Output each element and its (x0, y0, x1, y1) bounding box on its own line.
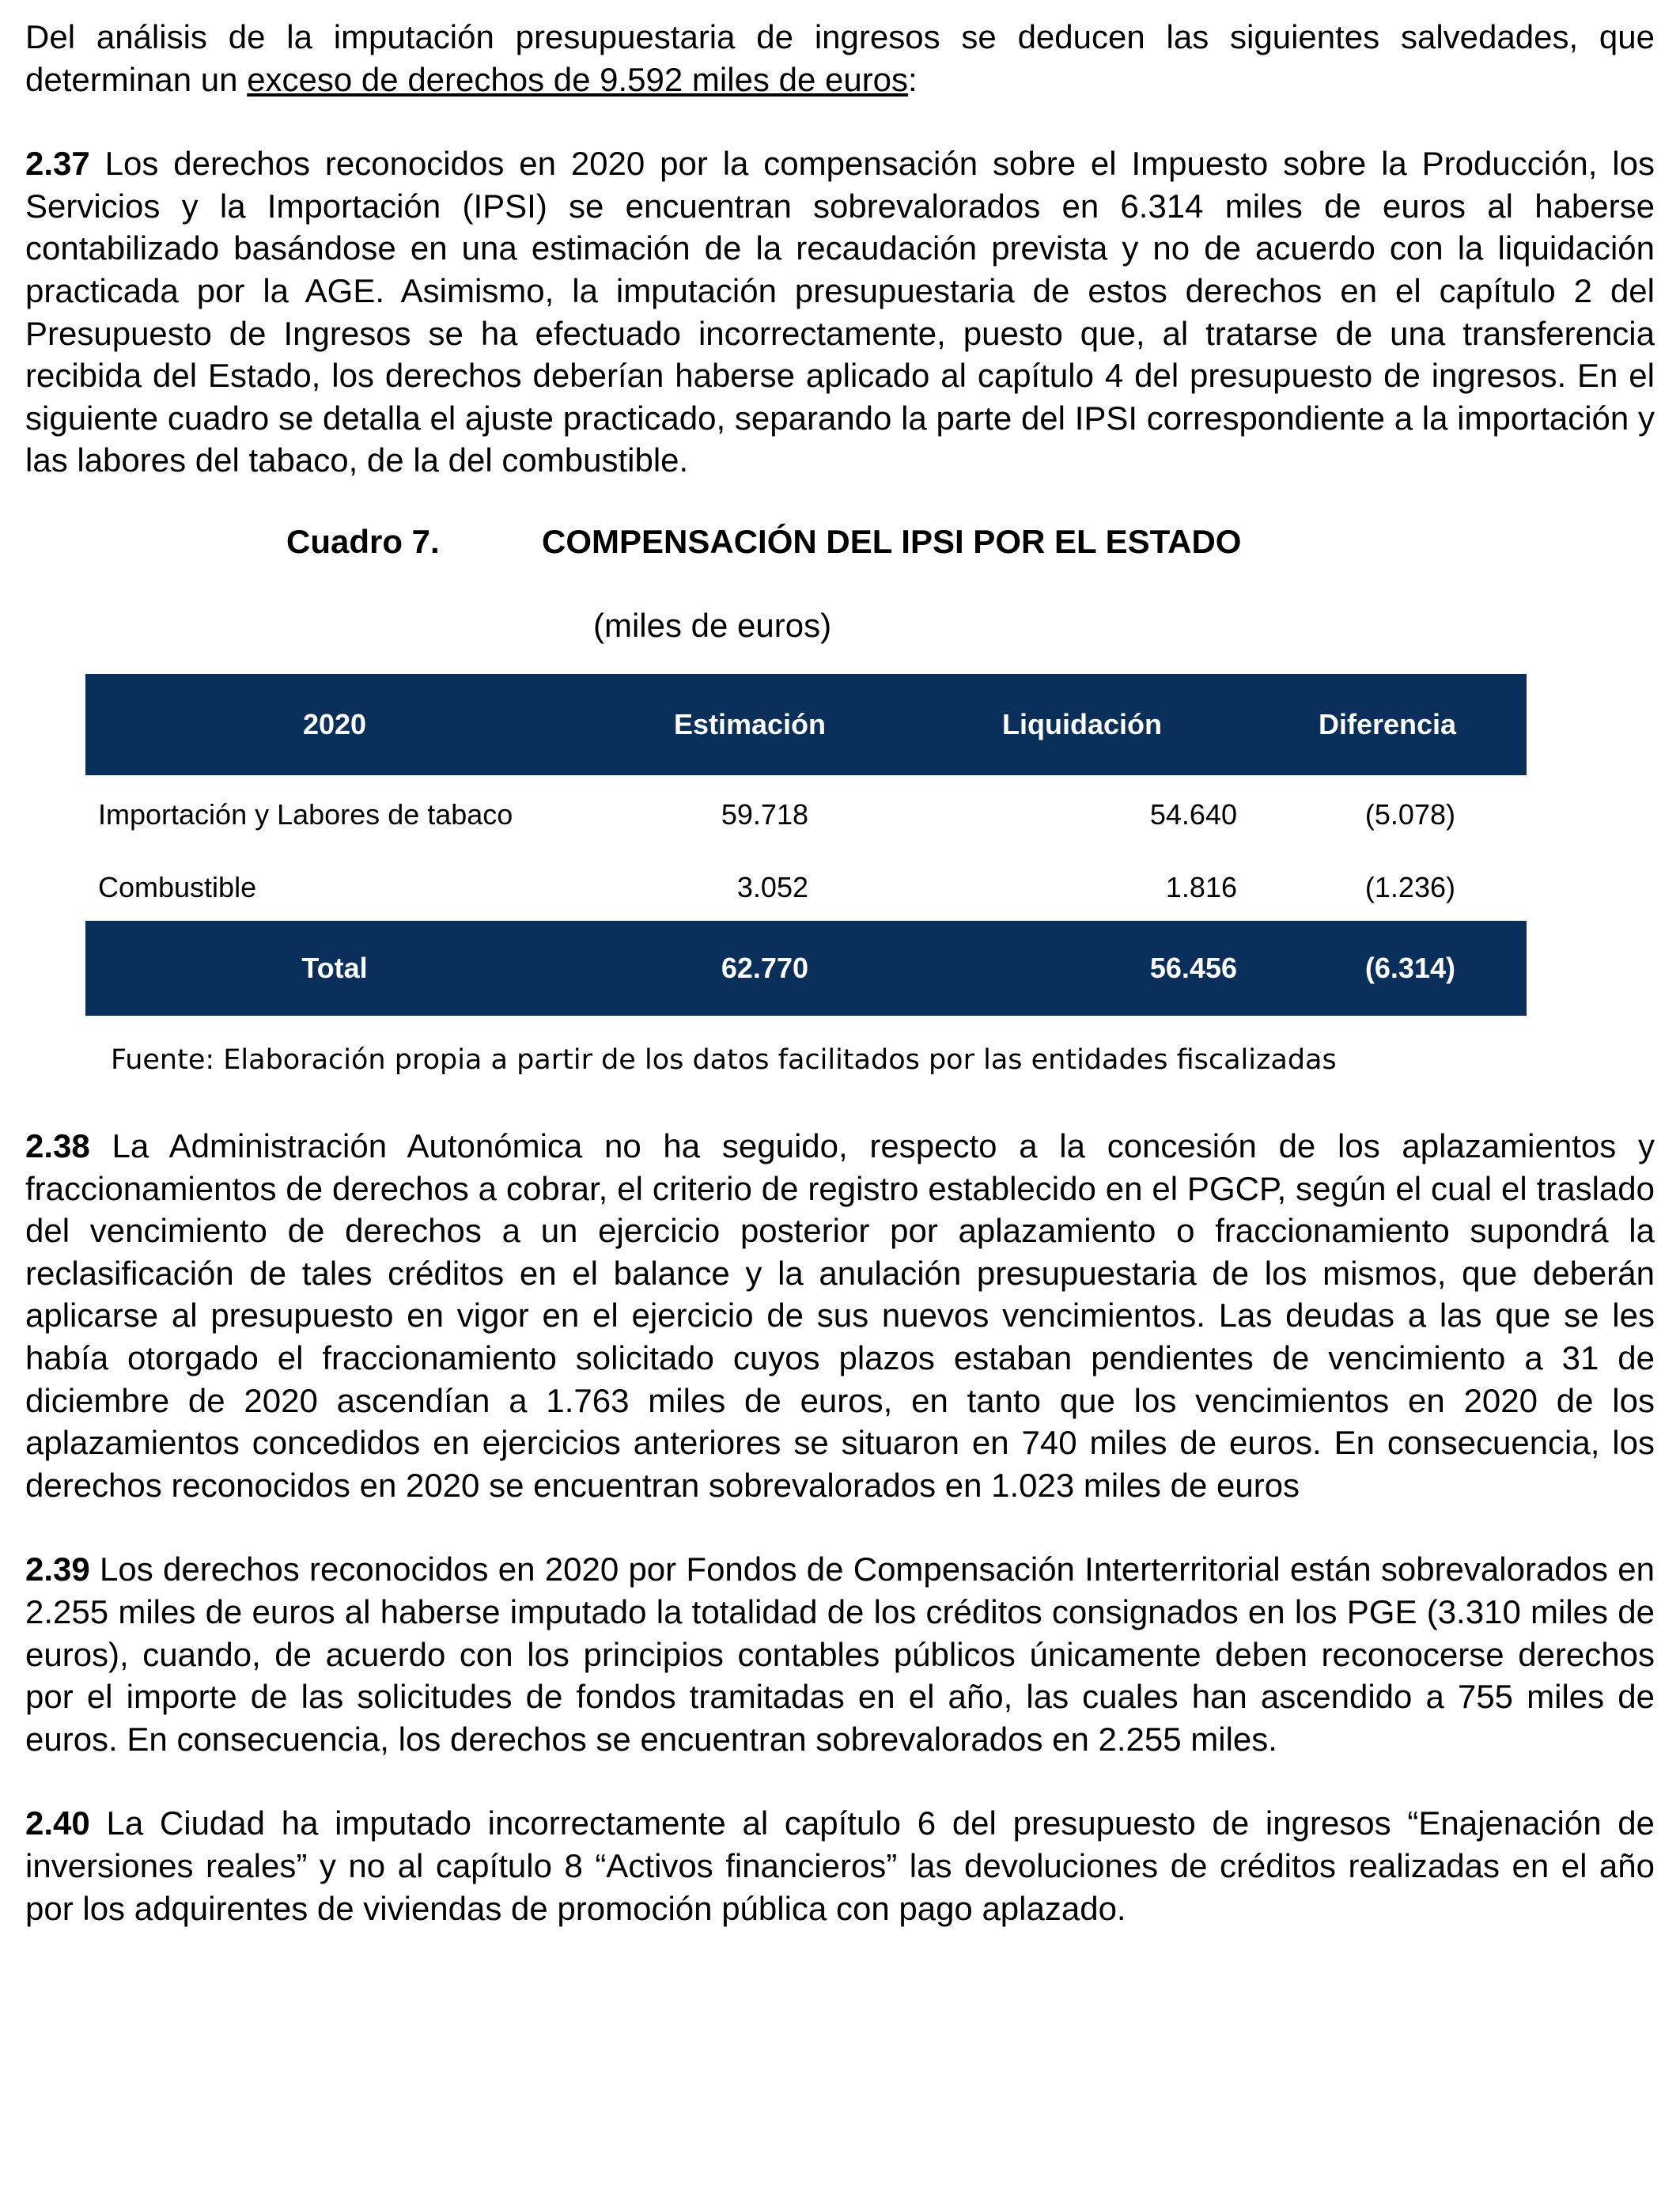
cell-estimacion: 3.052 (736, 871, 808, 903)
row-label: Combustible (98, 871, 257, 903)
table-row (85, 775, 1527, 854)
header-diferencia: Diferencia (1318, 708, 1457, 740)
intro-paragraph (25, 16, 1655, 100)
table-header-row (85, 674, 1527, 775)
paragraph-2-39 (25, 1548, 1655, 1760)
table-source-note: Fuente: Elaboración propia a partir de los datos facilitados por las entidades fiscalizadas (111, 1044, 1337, 1076)
row-label: Importación y Labores de tabaco (98, 798, 513, 831)
intro-underlined-amount: exceso de derechos de 9.592 miles de euros (247, 60, 909, 98)
lower-section (25, 1125, 1655, 1929)
paragraph-text: La Ciudad ha imputado incorrectamente al capítulo 6 del presupuesto de ingresos “Enajenación de inversiones reales” y no al capítulo 8 “Activos financieros” las devoluciones de créditos realizadas en el año por los adquirentes de viviendas de promoción pública con pago aplazado. (25, 1804, 1655, 1927)
header-estimacion: Estimación (673, 708, 827, 740)
paragraph-text: La Administración Autonómica no ha seguido, respecto a la concesión de los aplazamientos y fraccionamientos de derechos a cobrar, el criterio de registro establecido en el PGCP, según el cual el traslado del vencimiento de derechos a un ejercicio posterior por aplazamiento o fraccionamiento supondrá la reclasificación de tales créditos en el balance y la anulación presupuestaria de los mismos, que deberán aplicarse al presupuesto en vigor en el ejercicio de sus nuevos vencimientos. Las deudas a las que se les había otorgado el fraccionamiento solicitado cuyos plazos estaban pendientes de vencimiento a 31 de diciembre de 2020 ascendían a 1.763 miles de euros, en tanto que los vencimientos en 2020 de los aplazamientos concedidos en ejercicios anteriores se situaron en 740 miles de euros. En consecuencia, los derechos reconocidos en 2020 se encuentran sobrevalorados en 1.023 miles de euros (25, 1127, 1655, 1504)
paragraph-text: Los derechos reconocidos en 2020 por la compensación sobre el Impuesto sobre la Producción, los Servicios y la Importación (IPSI) se encuentran sobrevalorados en 6.314 miles de euros al haberse contabilizado basándose en una estimación de la recaudación prevista y no de acuerdo con la liquidación practicada por la AGE. Asimismo, la imputación presupuestaria de estos derechos en el capítulo 2 del Presupuesto de Ingresos se ha efectuado incorrectamente, puesto que, al tratarse de una transferencia recibida del Estado, los derechos deberían haberse aplicado al capítulo 4 del presupuesto de ingresos. En el siguiente cuadro se detalla el ajuste practicado, separando la parte del IPSI correspondiente a la importación y las labores del tabaco, de la del combustible. (25, 145, 1655, 479)
intro-text: Del análisis de la imputación presupuestaria de ingresos se deducen las siguientes salvedades, que determinan un (25, 18, 1655, 98)
paragraph-number: 2.40 (25, 1804, 90, 1842)
total-label: Total (301, 952, 368, 984)
cell-diferencia: (1.236) (1364, 871, 1455, 903)
paragraph-number: 2.38 (25, 1127, 90, 1164)
cell-diferencia: (5.078) (1364, 798, 1455, 831)
total-estimacion: 62.770 (721, 952, 808, 984)
table-row (85, 854, 1527, 921)
cell-liquidacion: 54.640 (1149, 798, 1237, 831)
table-total-row (85, 921, 1527, 1016)
intro-colon: : (908, 60, 918, 98)
paragraph-2-38 (25, 1125, 1655, 1506)
paragraph-number: 2.39 (25, 1550, 90, 1588)
paragraph-2-37 (25, 142, 1655, 482)
paragraph-text: Los derechos reconocidos en 2020 por Fondos de Compensación Interterritorial están sobrevalorados en 2.255 miles de euros al haberse imputado la totalidad de los créditos consignados en los PGE (3.310 miles de euros), cuando, de acuerdo con los principios contables públicos únicamente deben reconocerse derechos por el importe de las solicitudes de fondos tramitadas en el año, las cuales han ascendido a 755 miles de euros. En consecuencia, los derechos se encuentran sobrevalorados en 2.255 miles. (25, 1550, 1655, 1758)
total-liquidacion: 56.456 (1149, 952, 1237, 984)
cell-liquidacion: 1.816 (1165, 871, 1237, 903)
total-diferencia: (6.314) (1364, 952, 1455, 984)
paragraph-number: 2.37 (25, 145, 90, 183)
caption-units: (miles de euros) (593, 607, 832, 644)
table-caption (0, 522, 1629, 649)
document-page (25, 16, 1655, 482)
caption-number: Cuadro 7. (286, 523, 440, 560)
header-liquidacion: Liquidación (1002, 708, 1162, 740)
caption-title: COMPENSACIÓN DEL IPSI POR EL ESTADO (542, 523, 1242, 560)
ipsi-table (85, 674, 1527, 1016)
paragraph-2-40 (25, 1802, 1655, 1929)
header-year: 2020 (302, 708, 367, 740)
cell-estimacion: 59.718 (721, 798, 808, 831)
